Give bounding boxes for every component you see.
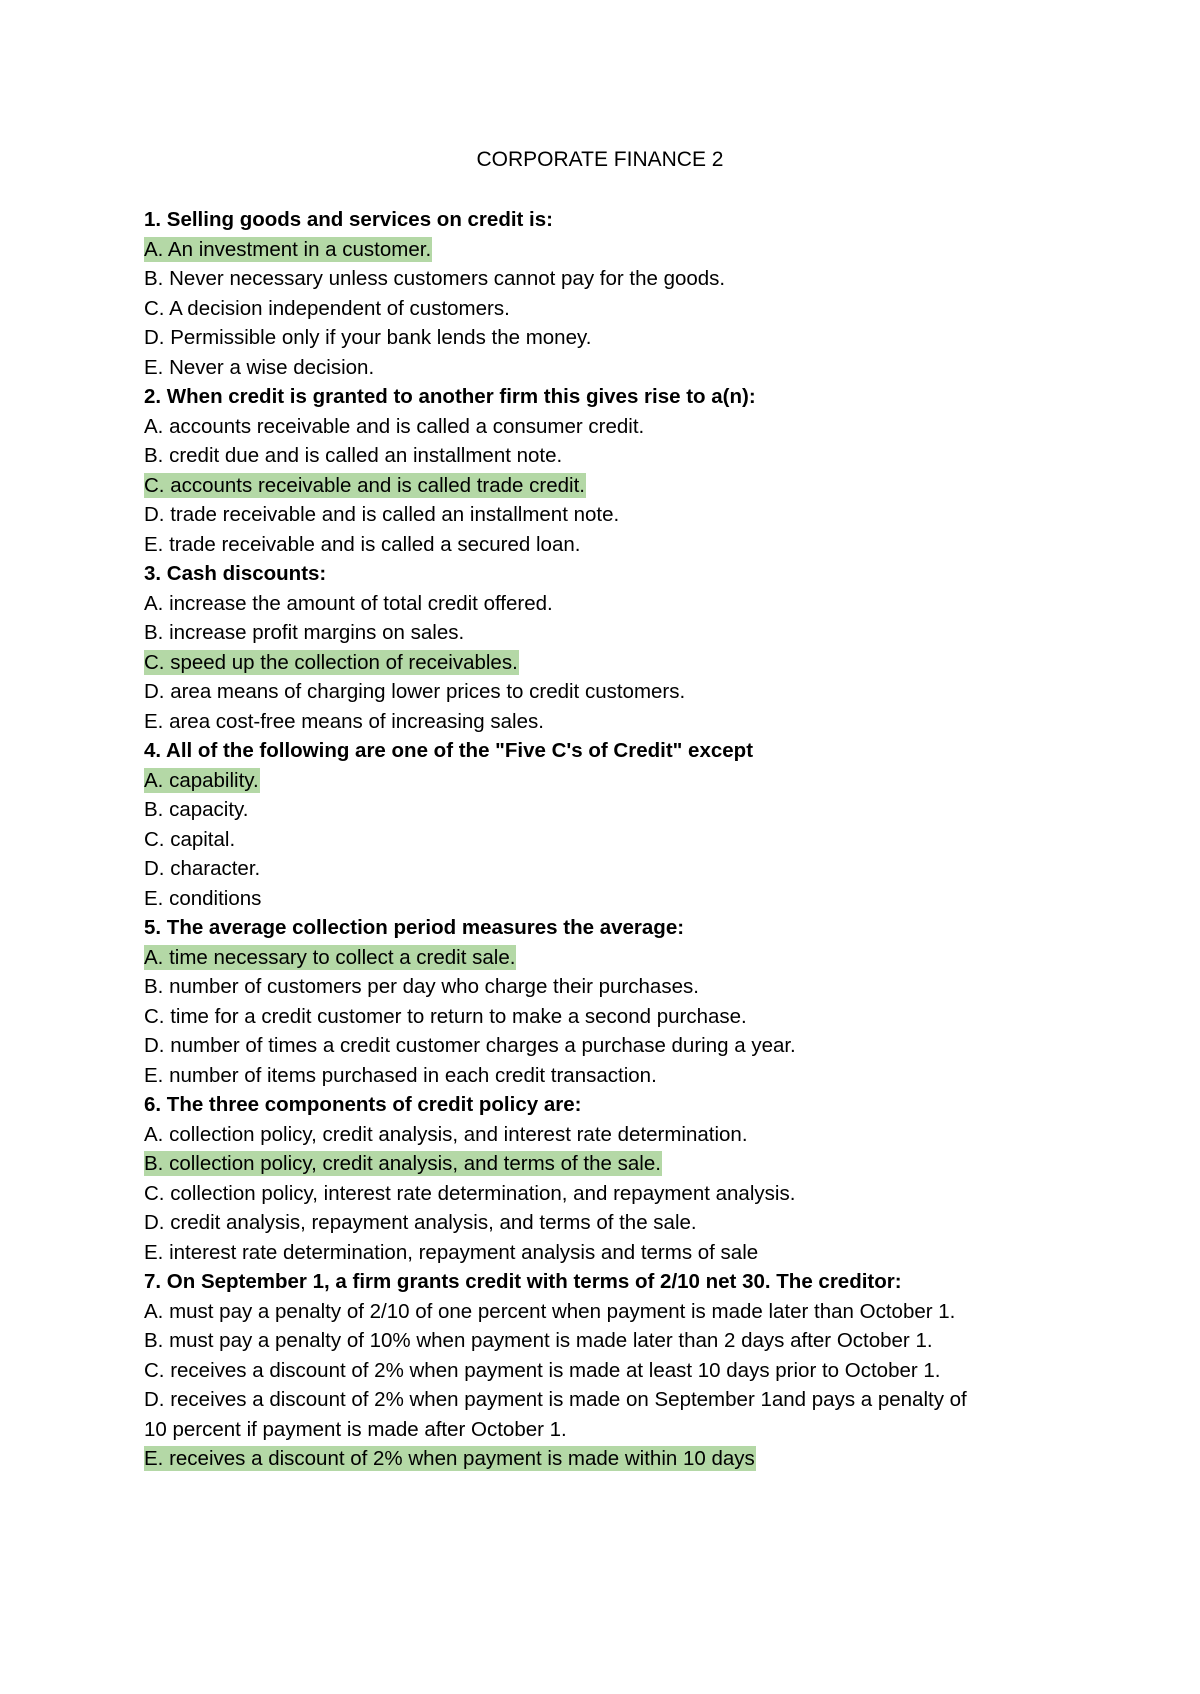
answer-text: D. trade receivable and is called an installment note.	[144, 503, 620, 526]
question-label: 5. The average collection period measures the average:	[144, 916, 685, 939]
answer-text: D. character.	[144, 857, 261, 880]
answer-option	[144, 707, 1054, 737]
answer-text: B. must pay a penalty of 10% when payment is made later than 2 days after October 1.	[144, 1329, 933, 1352]
question-label: 4. All of the following are one of the "Five C's of Credit" except	[144, 739, 754, 762]
answer-text: B. Never necessary unless customers cannot pay for the goods.	[144, 267, 726, 290]
answer-option	[144, 412, 1054, 442]
answer-text: B. capacity.	[144, 798, 249, 821]
answer-option	[144, 795, 1054, 825]
question-label: 7. On September 1, a firm grants credit with terms of 2/10 net 30. The creditor:	[144, 1270, 902, 1293]
answer-option	[144, 618, 1054, 648]
question-label: 6. The three components of credit policy are:	[144, 1093, 582, 1116]
answer-option	[144, 294, 1054, 324]
answer-option	[144, 884, 1054, 914]
question-label: 2. When credit is granted to another firm this gives rise to a(n):	[144, 385, 756, 408]
answer-text: A. increase the amount of total credit offered.	[144, 591, 553, 615]
answer-option	[144, 825, 1054, 855]
answer-text: C. collection policy, interest rate determination, and repayment analysis.	[144, 1181, 796, 1205]
answer-text: E. conditions	[144, 886, 262, 910]
answer-option	[144, 264, 1054, 294]
question-list	[144, 205, 1054, 1474]
answer-option-correct	[144, 648, 1054, 678]
answer-text: E. Never a wise decision.	[144, 355, 375, 379]
answer-text: E. area cost-free means of increasing sales.	[144, 709, 544, 733]
question-label: 1. Selling goods and services on credit is:	[144, 208, 553, 231]
answer-option	[144, 1179, 1054, 1209]
answer-option	[144, 1415, 1054, 1445]
highlighted-answer-text: A. capability.	[144, 768, 259, 792]
answer-option	[144, 1002, 1054, 1032]
answer-option	[144, 854, 1054, 884]
answer-option-correct	[144, 766, 1054, 796]
answer-text: 10 percent if payment is made after October 1.	[144, 1417, 567, 1441]
question-text	[144, 913, 1054, 943]
answer-option	[144, 1120, 1054, 1150]
highlighted-answer-text: A. An investment in a customer.	[144, 237, 432, 261]
answer-option	[144, 1385, 1054, 1415]
answer-text: D. receives a discount of 2% when payment is made on September 1and pays a penalty of	[144, 1388, 967, 1411]
answer-option-correct	[144, 471, 1054, 501]
question-text	[144, 1090, 1054, 1120]
answer-text: B. number of customers per day who charge their purchases.	[144, 975, 699, 998]
answer-text: D. credit analysis, repayment analysis, and terms of the sale.	[144, 1211, 697, 1234]
answer-option	[144, 441, 1054, 471]
answer-option	[144, 1326, 1054, 1356]
document-title: CORPORATE FINANCE 2	[476, 148, 724, 171]
question-text	[144, 382, 1054, 412]
answer-option	[144, 589, 1054, 619]
answer-option	[144, 353, 1054, 383]
highlighted-answer-text: A. time necessary to collect a credit sale.	[144, 945, 516, 969]
highlighted-answer-text: E. receives a discount of 2% when payment is made within 10 days	[144, 1447, 755, 1470]
answer-option	[144, 530, 1054, 560]
answer-option	[144, 972, 1054, 1002]
answer-text: D. area means of charging lower prices to credit customers.	[144, 680, 686, 703]
answer-option	[144, 677, 1054, 707]
answer-text: A. accounts receivable and is called a consumer credit.	[144, 414, 645, 438]
answer-text: C. A decision independent of customers.	[144, 296, 510, 320]
answer-option	[144, 1208, 1054, 1238]
question-label: 3. Cash discounts:	[144, 562, 327, 585]
answer-text: A. must pay a penalty of 2/10 of one percent when payment is made later than October 1.	[144, 1299, 956, 1323]
question-text	[144, 205, 1054, 235]
answer-option-correct	[144, 1149, 1054, 1179]
answer-text: C. time for a credit customer to return to make a second purchase.	[144, 1004, 747, 1028]
answer-text: E. number of items purchased in each credit transaction.	[144, 1063, 657, 1087]
answer-text: C. capital.	[144, 827, 236, 851]
question-text	[144, 559, 1054, 589]
answer-option	[144, 1297, 1054, 1327]
answer-option-correct	[144, 943, 1054, 973]
question-text	[144, 736, 1054, 766]
answer-text: B. increase profit margins on sales.	[144, 621, 465, 644]
answer-text: A. collection policy, credit analysis, and interest rate determination.	[144, 1122, 748, 1146]
question-text	[144, 1267, 1054, 1297]
answer-text: E. trade receivable and is called a secured loan.	[144, 532, 581, 556]
answer-option	[144, 500, 1054, 530]
answer-text: D. number of times a credit customer charges a purchase during a year.	[144, 1034, 796, 1057]
answer-text: E. interest rate determination, repayment analysis and terms of sale	[144, 1240, 759, 1264]
answer-text: D. Permissible only if your bank lends the money.	[144, 326, 592, 349]
answer-text: B. credit due and is called an installment note.	[144, 444, 563, 467]
answer-option-correct	[144, 1444, 1054, 1474]
answer-option	[144, 1061, 1054, 1091]
answer-option	[144, 1238, 1054, 1268]
highlighted-answer-text: C. speed up the collection of receivables.	[144, 650, 518, 674]
answer-option	[144, 1031, 1054, 1061]
answer-text: C. receives a discount of 2% when payment is made at least 10 days prior to October 1.	[144, 1358, 941, 1382]
answer-option	[144, 1356, 1054, 1386]
answer-option	[144, 323, 1054, 353]
answer-option-correct	[144, 235, 1054, 265]
highlighted-answer-text: C. accounts receivable and is called trade credit.	[144, 473, 585, 497]
highlighted-answer-text: B. collection policy, credit analysis, and terms of the sale.	[144, 1152, 661, 1175]
